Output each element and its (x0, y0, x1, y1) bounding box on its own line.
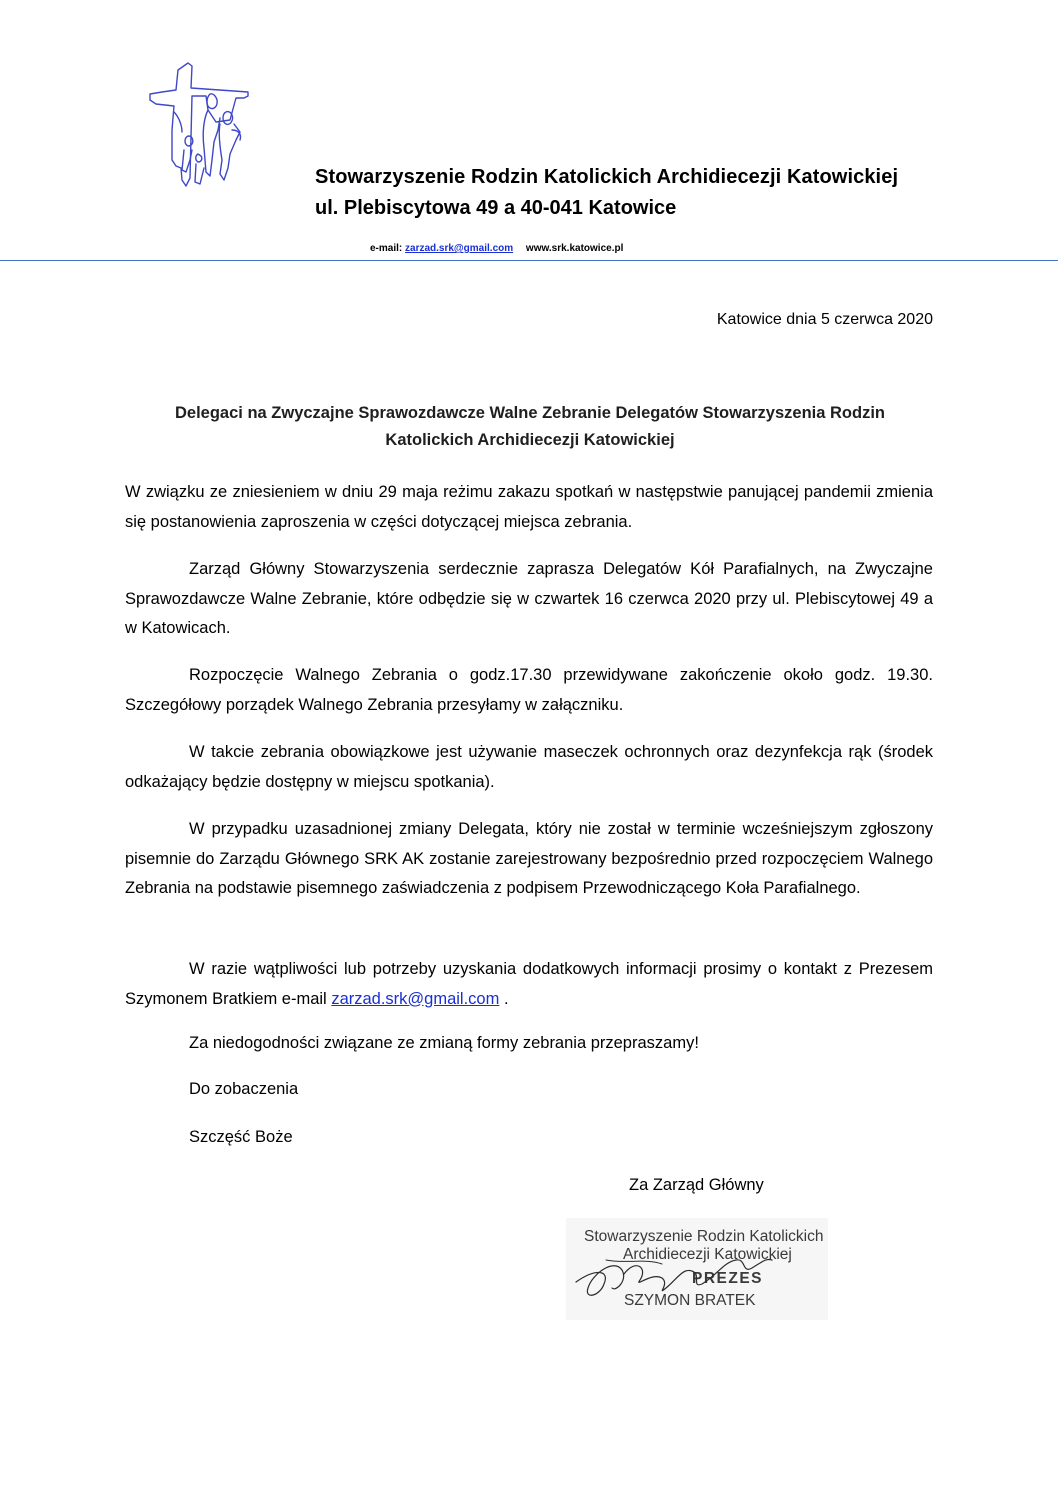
contact-line (370, 243, 623, 254)
contact-paragraph-text: W razie wątpliwości lub potrzeby uzyskania dodatkowych informacji prosimy o kontakt z Prezesem Szymonem Bratkiem e-mail (125, 960, 933, 1008)
paragraph-1: W związku ze zniesieniem w dniu 29 maja reżimu zakazu spotkań w następstwie panującej pandemii zmienia się postanowienia zaproszenia w części dotyczącej miejsca zebrania. (125, 483, 933, 531)
contact-paragraph-end: . (499, 989, 509, 1008)
paragraph-6 (125, 955, 933, 1014)
heading-line-2: Katolickich Archidiecezji Katowickiej (385, 431, 675, 449)
paragraph-5: W przypadku uzasadnionej zmiany Delegata, który nie został w terminie wcześniejszym zgłoszony pisemnie do Zarządu Głównego SRK AK zostanie zarejestrowany bezpośrednio przed rozpoczęciem Walnego Zebrania na podstawie pisemnego zaświadczenia z podpisem Przewodniczącego Koła Parafialnego. (125, 820, 933, 897)
website-text: www.srk.katowice.pl (525, 243, 624, 254)
contact-email-link[interactable]: zarzad.srk@gmail.com (331, 989, 500, 1008)
letter-date: Katowice dnia 5 czerwca 2020 (716, 311, 933, 328)
signature-stamp (566, 1218, 828, 1320)
closing-blessing: Szczęść Boże (189, 1128, 293, 1146)
header-email-link[interactable]: zarzad.srk@gmail.com (405, 243, 514, 254)
organization-address: ul. Plebiscytowa 49 a 40-041 Katowice (315, 197, 677, 219)
family-cross-logo-icon (148, 60, 254, 190)
email-label: e-mail: (370, 243, 403, 254)
stamp-line-2: Archidiecezji Katowickiej (623, 1246, 792, 1263)
apology-line: Za niedogodności związane ze zmianą formy zebrania przepraszamy! (189, 1034, 699, 1052)
heading-line-1: Delegaci na Zwyczajne Sprawozdawcze Walne Zebranie Delegatów Stowarzyszenia Rodzin (175, 404, 885, 422)
organization-name: Stowarzyszenie Rodzin Katolickich Archidiecezji Katowickiej (315, 166, 899, 188)
stamp-line-3: PREZES (692, 1270, 764, 1287)
stamp-line-4: SZYMON BRATEK (624, 1292, 756, 1309)
header-divider (0, 260, 1058, 261)
handwritten-signature (566, 1218, 828, 1320)
paragraph-2: Zarząd Główny Stowarzyszenia serdecznie zaprasza Delegatów Kół Parafialnych, na Zwyczajne Sprawozdawcze Walne Zebranie, które odbędzie się w czwartek 16 czerwca 2020 przy ul. Plebiscytowej 49 a w Katowicach. (125, 560, 933, 637)
letter-heading (110, 400, 950, 454)
stamp-line-1: Stowarzyszenie Rodzin Katolickich (584, 1228, 824, 1245)
paragraph-4: W takcie zebrania obowiązkowe jest używanie maseczek ochronnych oraz dezynfekcja rąk (środek odkażający będzie dostępny w miejscu spotkania). (125, 743, 933, 791)
paragraph-3: Rozpoczęcie Walnego Zebrania o godz.17.30 przewidywane zakończenie około godz. 19.30. Szczegółowy porządek Walnego Zebrania przesyłamy w załączniku. (125, 666, 933, 714)
closing-see-you: Do zobaczenia (189, 1080, 299, 1098)
on-behalf-of-board: Za Zarząd Główny (629, 1176, 764, 1194)
